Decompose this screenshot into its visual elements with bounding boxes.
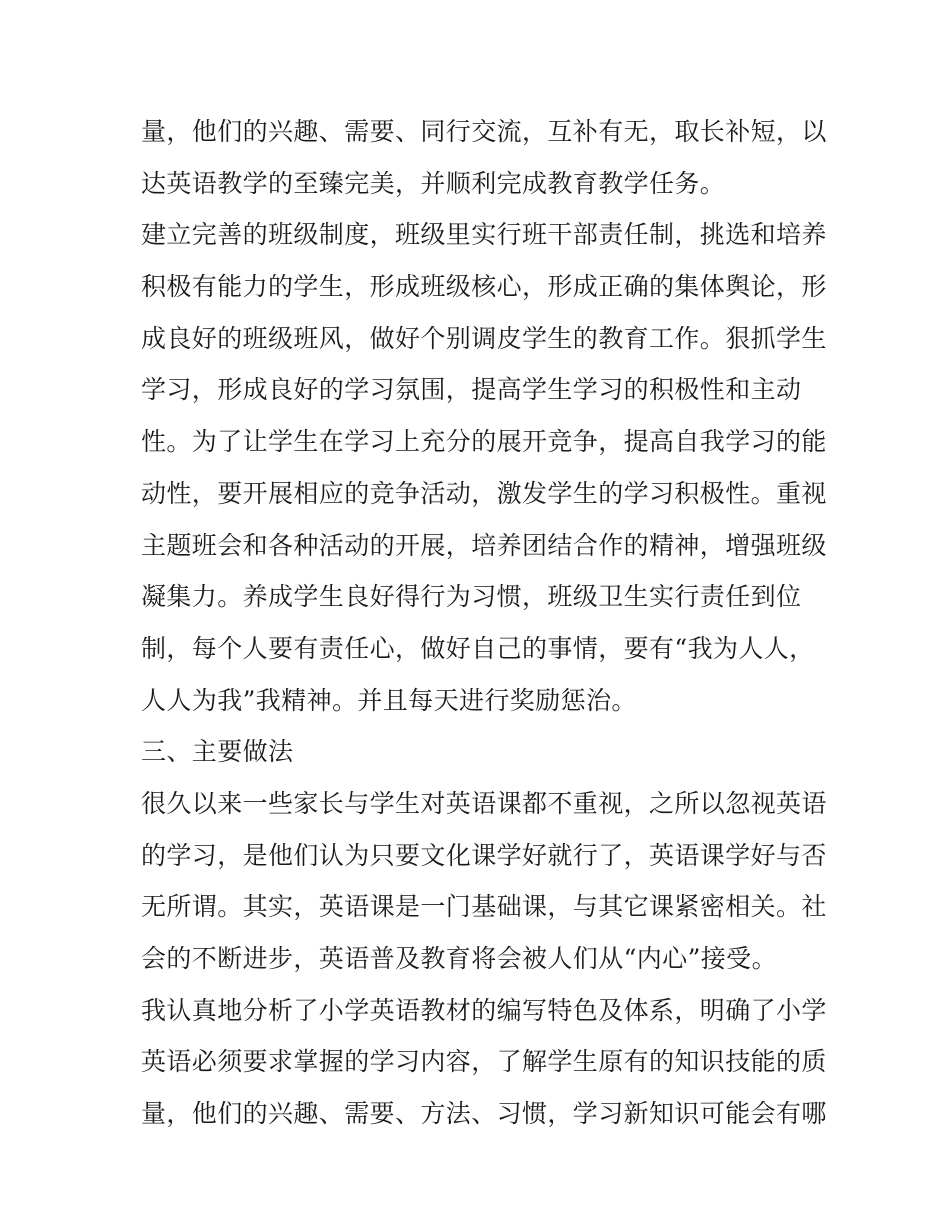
text-line: 达英语教学的至臻完美，并顺利完成教育教学任务。 (141, 168, 726, 198)
text-line: 积极有能力的学生，形成班级核心，形成正确的集体舆论，形 (141, 272, 827, 302)
text-line: 学习，形成良好的学习氛围，提高学生学习的积极性和主动 (141, 375, 802, 405)
section-heading: 三、主要做法 (141, 737, 294, 767)
text-line: 我认真地分析了小学英语教材的编写特色及体系，明确了小学 (141, 995, 827, 1025)
text-line: 的学习，是他们认为只要文化课学好就行了，英语课学好与否 (141, 840, 827, 870)
text-line: 无所谓。其实，英语课是一门基础课，与其它课紧密相关。社 (141, 892, 827, 922)
text-line: 凝集力。养成学生良好得行为习惯，班级卫生实行责任到位 (141, 582, 802, 612)
document-body (141, 106, 827, 1140)
text-line: 很久以来一些家长与学生对英语课都不重视，之所以忽视英语 (141, 788, 827, 818)
text-line: 量，他们的兴趣、需要、方法、习惯，学习新知识可能会有哪 (141, 1099, 827, 1129)
text-line: 性。为了让学生在学习上充分的展开竞争，提高自我学习的能 (141, 427, 827, 457)
text-line: 制，每个人要有责任心，做好自己的事情，要有“我为人人， (141, 633, 815, 663)
text-line: 主题班会和各种活动的开展，培养团结合作的精神，增强班级 (141, 530, 827, 560)
text-line: 动性，要开展相应的竞争活动，激发学生的学习积极性。重视 (141, 478, 827, 508)
text-line: 建立完善的班级制度，班级里实行班干部责任制，挑选和培养 (141, 220, 827, 250)
text-line: 英语必须要求掌握的学习内容，了解学生原有的知识技能的质 (141, 1047, 827, 1077)
text-line: 量，他们的兴趣、需要、同行交流，互补有无，取长补短，以 (141, 117, 827, 146)
text-line: 会的不断进步，英语普及教育将会被人们从“内心”接受。 (141, 944, 777, 973)
text-line: 人人为我”我精神。并且每天进行奖励惩治。 (141, 685, 637, 715)
text-line: 成良好的班级班风，做好个别调皮学生的教育工作。狠抓学生 (141, 323, 827, 353)
